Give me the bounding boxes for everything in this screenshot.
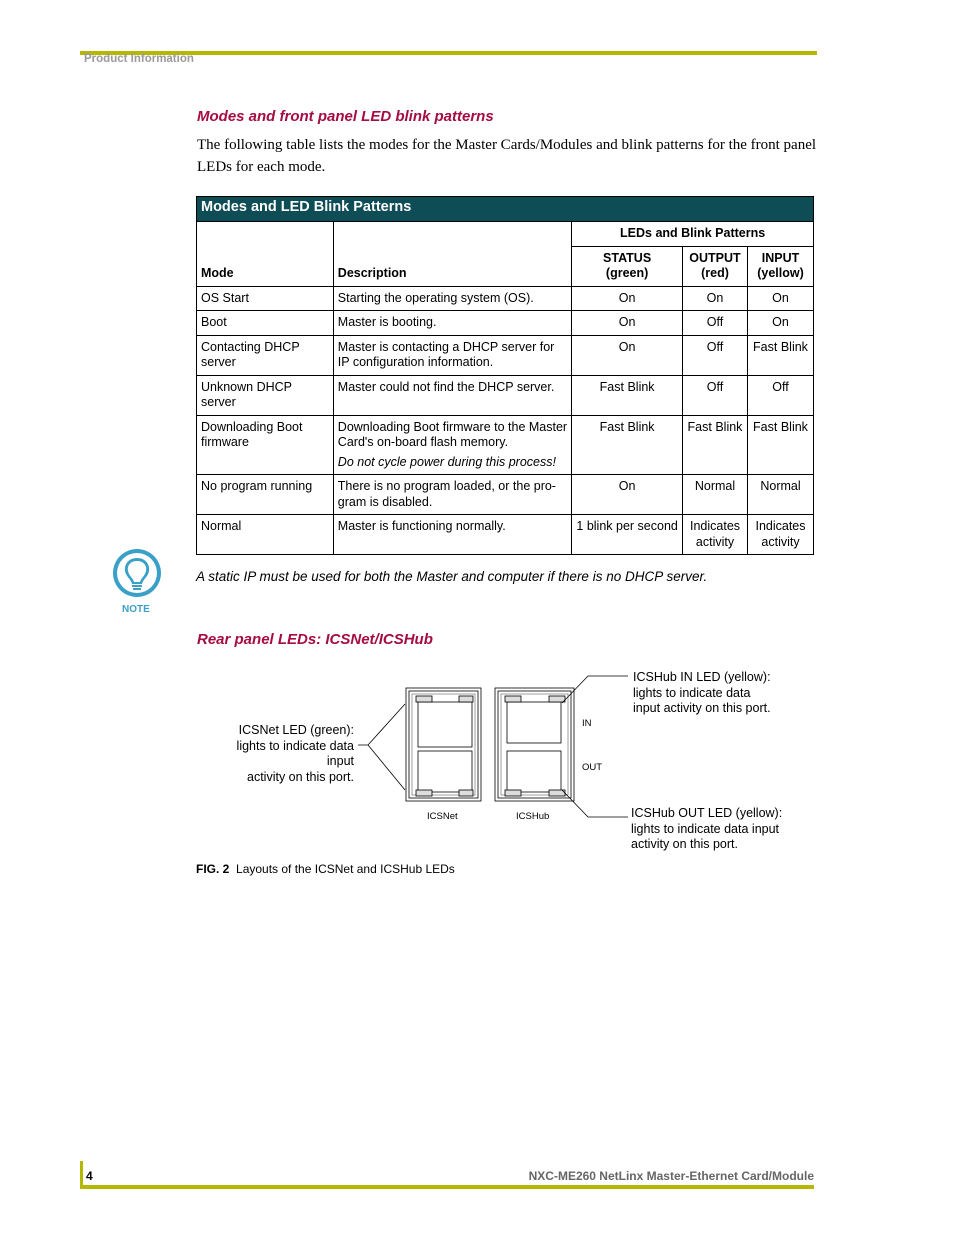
cell-mode: Downloading Boot firmware (197, 415, 334, 475)
hub-out-label-line1: ICSHub OUT LED (yellow): (631, 806, 783, 820)
port-out-label: OUT (582, 762, 603, 773)
running-header: Product Information (84, 53, 194, 65)
cell-output: Off (683, 375, 748, 415)
icshub-out-label (631, 806, 801, 853)
cell-description: Master could not find the DHCP server. (333, 375, 571, 415)
icsnet-label-line1: ICSNet LED (green): (238, 723, 354, 737)
cell-mode: OS Start (197, 286, 334, 311)
cell-description: Master is booting. (333, 311, 571, 336)
table-row (197, 286, 814, 311)
icshub-in-leader (562, 676, 628, 703)
icshub-in-label (633, 670, 793, 717)
column-header-output (683, 246, 748, 286)
cell-output: Normal (683, 475, 748, 515)
column-header-input (747, 246, 813, 286)
cell-output: On (683, 286, 748, 311)
cell-output: Fast Blink (683, 415, 748, 475)
input-header-line2: (yellow) (757, 266, 804, 280)
cell-mode: No program running (197, 475, 334, 515)
cell-input: Off (747, 375, 813, 415)
cell-description (333, 415, 571, 475)
column-header-status (572, 246, 683, 286)
intro-paragraph: The following table lists the modes for the Master Cards/Modules and blink patterns for the front panel LEDs for each mode. (197, 137, 817, 175)
cell-status: 1 blink per second (572, 515, 683, 555)
status-header-line2: (green) (605, 266, 649, 280)
table-row (197, 335, 814, 375)
icshub-connector (495, 688, 574, 801)
output-header-line1: OUTPUT (689, 250, 741, 265)
cell-input: Fast Blink (747, 335, 813, 375)
cell-output: Off (683, 311, 748, 336)
icsnet-port-name: ICSNet (427, 811, 458, 822)
cell-description: Starting the operating system (OS). (333, 286, 571, 311)
table-row (197, 375, 814, 415)
note-text: A static IP must be used for both the Master and computer if there is no DHCP server. (196, 569, 708, 584)
cell-input: Normal (747, 475, 813, 515)
table-title: Modes and LED Blink Patterns (197, 197, 814, 222)
column-group-header-leds: LEDs and Blink Patterns (572, 222, 814, 247)
cell-status: On (572, 311, 683, 336)
icsnet-connector (406, 688, 481, 801)
icshub-port-name: ICSHub (516, 811, 550, 822)
cell-input: Indicates activity (747, 515, 813, 555)
note-callout (108, 548, 166, 618)
hub-in-label-line2: lights to indicate data (633, 685, 751, 700)
icsnet-leader-top (358, 704, 405, 745)
cell-output: Indicates activity (683, 515, 748, 555)
cell-status: Fast Blink (572, 375, 683, 415)
figure-caption (196, 862, 455, 876)
leader-lines (358, 676, 628, 817)
cell-description: There is no program loaded, or the pro-gram is disabled. (333, 475, 571, 515)
output-header-line2: (red) (701, 266, 729, 280)
hub-in-label-line3: input activity on this port. (633, 701, 771, 715)
section-title-rear-panel: Rear panel LEDs: ICSNet/ICSHub (197, 631, 433, 648)
icsnet-led-label (206, 723, 354, 785)
description-text: Downloading Boot firmware to the Master Card's on-board flash memory. (337, 419, 568, 449)
cell-mode: Unknown DHCP server (197, 375, 334, 415)
page-number: 4 (86, 1169, 93, 1183)
cell-description: Master is functioning normally. (333, 515, 571, 555)
figure-caption-text: Layouts of the ICSNet and ICSHub LEDs (236, 862, 455, 876)
cell-mode: Normal (197, 515, 334, 555)
cell-description: Master is contacting a DHCP server for IP configuration information. (333, 335, 571, 375)
cell-input: Fast Blink (747, 415, 813, 475)
input-header-line1: INPUT (761, 250, 800, 265)
column-header-mode: Mode (197, 222, 334, 287)
table-row (197, 475, 814, 515)
cell-status: On (572, 475, 683, 515)
footer-rule (80, 1185, 814, 1189)
cell-input: On (747, 311, 813, 336)
cell-output: Off (683, 335, 748, 375)
section-title-modes: Modes and front panel LED blink patterns (197, 108, 494, 125)
figure-number: FIG. 2 (196, 862, 230, 876)
hub-in-label-line1: ICSHub IN LED (yellow): (633, 670, 771, 684)
hub-out-label-line3: activity on this port. (631, 837, 738, 851)
cell-status: Fast Blink (572, 415, 683, 475)
footer-doc-title: NXC-ME260 NetLinx Master-Ethernet Card/Module (528, 1169, 814, 1183)
port-diagram (350, 670, 650, 860)
cell-mode: Boot (197, 311, 334, 336)
icsnet-label-line2: lights to indicate data input (236, 738, 354, 768)
note-label: NOTE (122, 604, 150, 615)
icsnet-leader-bottom (368, 745, 405, 790)
description-warning: Do not cycle power during this process! (337, 454, 556, 469)
led-blink-table (196, 196, 814, 555)
table-row (197, 415, 814, 475)
port-in-label: IN (582, 718, 592, 729)
cell-mode: Contacting DHCP server (197, 335, 334, 375)
hub-out-label-line2: lights to indicate data input (631, 821, 780, 836)
icshub-out-leader (562, 790, 628, 817)
cell-input: On (747, 286, 813, 311)
icsnet-label-line3: activity on this port. (247, 769, 354, 784)
cell-status: On (572, 286, 683, 311)
table-row (197, 311, 814, 336)
column-header-description: Description (333, 222, 571, 287)
cell-status: On (572, 335, 683, 375)
status-header-line1: STATUS (603, 250, 652, 265)
table-row (197, 515, 814, 555)
